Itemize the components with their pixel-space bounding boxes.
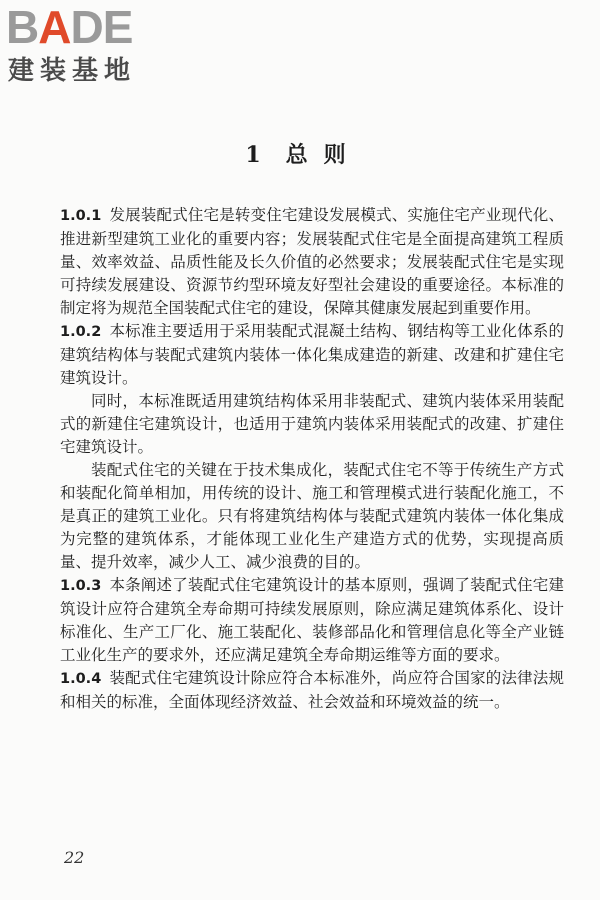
- paragraph-1-0-1: [60, 204, 564, 320]
- paragraph-text: 同时，本标准既适用建筑结构体采用非装配式、建筑内装体采用装配式的新建住宅建筑设计，也适用于建筑内装体采用装配式的改建、扩建住宅建筑设计。: [60, 392, 564, 456]
- clause-number: 1.0.4: [60, 671, 102, 687]
- clause-number: 1.0.1: [60, 208, 102, 224]
- logo-letter-a: A: [38, 1, 71, 53]
- logo-chinese-text: 建装基地: [8, 56, 137, 86]
- paragraph-1-0-2-cont-1: [60, 390, 564, 459]
- chapter-title-part2: 则: [323, 142, 348, 168]
- paragraph-1-0-3: [60, 574, 564, 667]
- paragraph-text: 发展装配式住宅是转变住宅建设发展模式、实施住宅产业现代化、推进新型建筑工业化的重要内容；发展装配式住宅是全面提高建筑工程质量、效率效益、品质性能及长久价值的必然要求；发展装配式住宅是实现可持续发展建设、资源节约型环境友好型社会建设的重要途径。本标准的制定将为规范全国装配式住宅的建设，保障其健康发展起到重要作用。: [60, 206, 564, 317]
- paragraph-text: 本条阐述了装配式住宅建筑设计的基本原则，强调了装配式住宅建筑设计应符合建筑全寿命期可持续发展原则，除应满足建筑体系化、设计标准化、生产工厂化、施工装配化、装修部品化和管理信息化等全产业链工业化生产的要求外，还应满足建筑全寿命期运维等方面的要求。: [60, 576, 564, 664]
- paragraph-text: 本标准主要适用于采用装配式混凝土结构、钢结构等工业化体系的建筑结构体与装配式建筑内装体一体化集成建造的新建、改建和扩建住宅建筑设计。: [60, 322, 564, 387]
- paragraph-1-0-4: [60, 667, 564, 714]
- paragraph-text: 装配式住宅的关键在于技术集成化，装配式住宅不等于传统生产方式和装配化简单相加，用传统的设计、施工和管理模式进行装配化施工，不是真正的建筑工业化。只有将建筑结构体与装配式建筑内装体一体化集成为完整的建筑体系，才能体现工业化生产建造方式的优势，实现提高质量、提升效率，减少人工、减少浪费的目的。: [60, 461, 564, 571]
- clause-number: 1.0.3: [60, 578, 102, 594]
- paragraph-text: 装配式住宅建筑设计除应符合本标准外，尚应符合国家的法律法规和相关的标准，全面体现经济效益、社会效益和环境效益的统一。: [60, 669, 564, 711]
- logo-latin-text: [6, 1, 133, 53]
- body-text: [60, 204, 564, 714]
- clause-number: 1.0.2: [60, 324, 102, 340]
- chapter-title-part1: 总: [285, 142, 310, 168]
- chapter-number: 1: [245, 142, 263, 168]
- paragraph-1-0-2: [60, 320, 564, 390]
- paragraph-1-0-2-cont-2: [60, 459, 564, 574]
- logo-letters-de: DE: [70, 1, 133, 53]
- bade-logo: [6, 1, 176, 88]
- logo-letter-b: B: [6, 1, 39, 53]
- chapter-title: [0, 140, 600, 170]
- page-number: 22: [64, 848, 85, 867]
